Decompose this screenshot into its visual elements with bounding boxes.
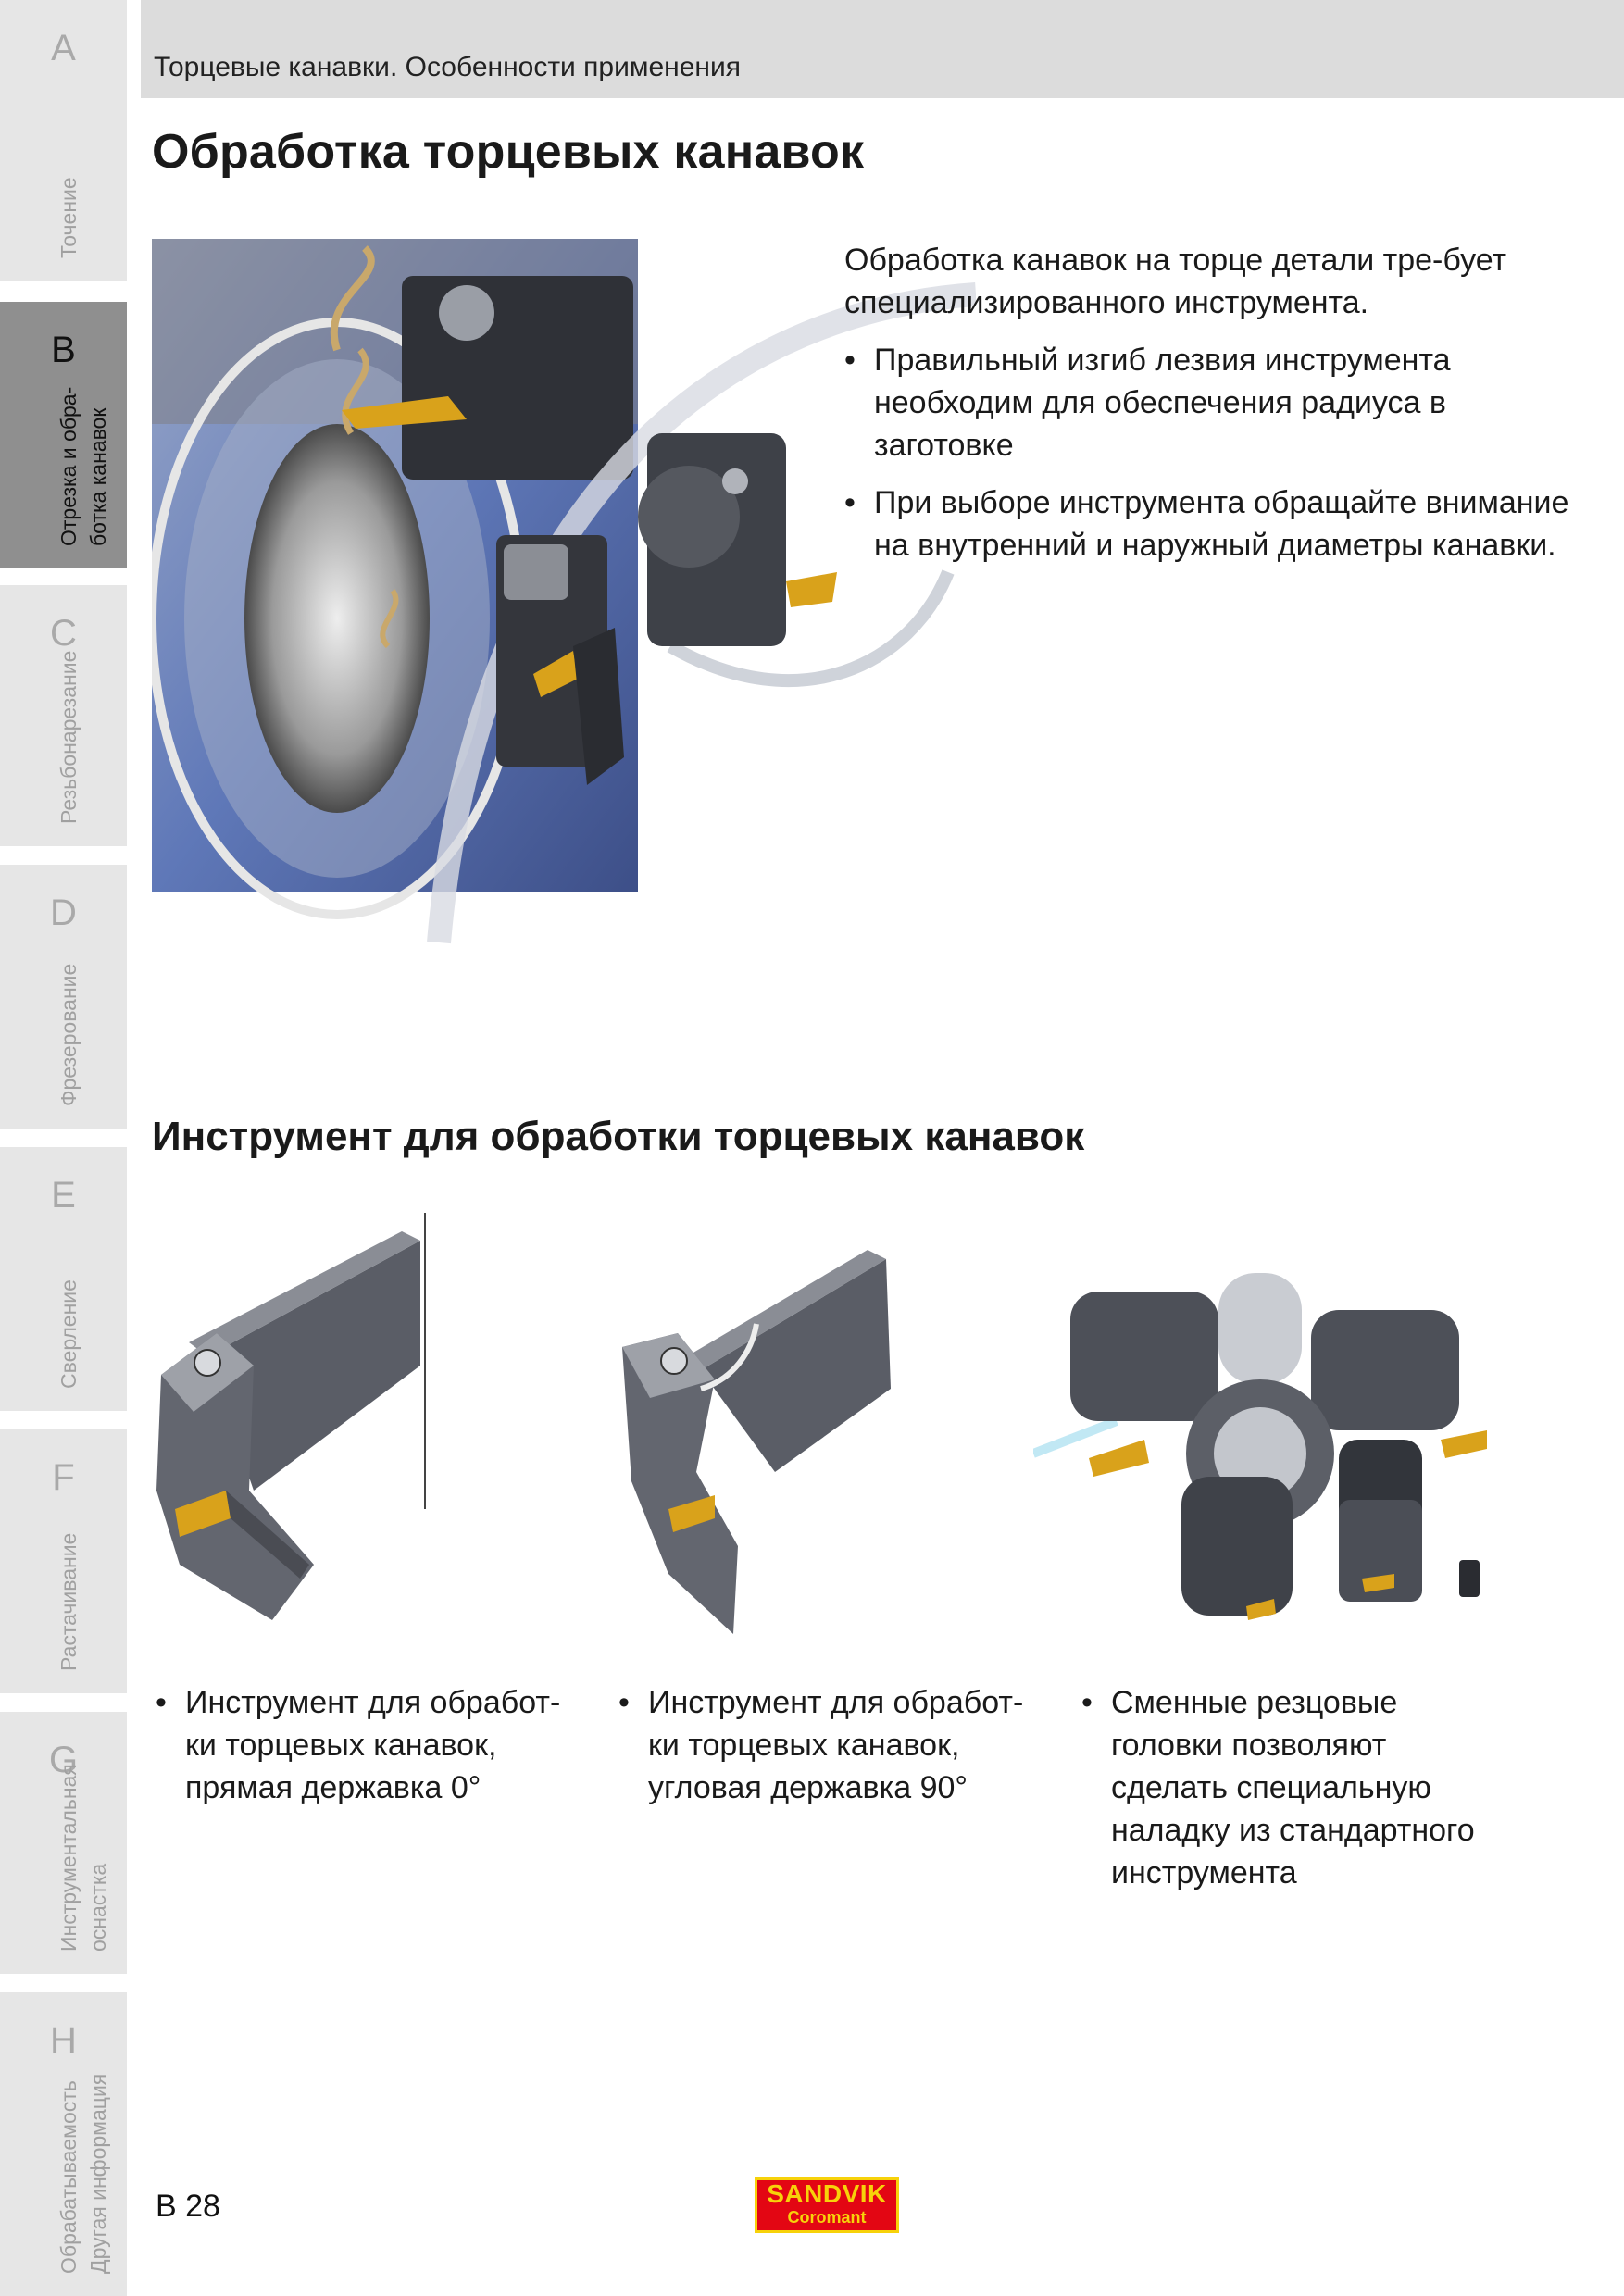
- tab-d[interactable]: [0, 865, 127, 1129]
- tab-g[interactable]: [0, 1712, 127, 1974]
- bullet-dot: •: [844, 343, 856, 378]
- caption-angled-holder: [618, 1681, 1054, 1824]
- bullet-dot: •: [618, 1685, 630, 1720]
- tab-c[interactable]: [0, 585, 127, 846]
- caption-bullet: • Сменные резцовые головки позволяют сделать специальную наладку из стандартного инструмента: [1081, 1681, 1498, 1894]
- tab-letter: B: [51, 330, 76, 370]
- tab-h[interactable]: [0, 1992, 127, 2296]
- angled-holder-tool-illustration: [613, 1241, 900, 1639]
- caption-straight-holder: [156, 1681, 591, 1824]
- bullet-dot: •: [844, 485, 856, 520]
- tab-label: Сверление: [56, 1279, 81, 1389]
- tab-letter: H: [50, 2020, 77, 2061]
- tab-a[interactable]: [0, 0, 127, 281]
- tab-label: Точение: [56, 177, 81, 258]
- tab-label: Инструментальная оснастка: [56, 1764, 110, 1952]
- logo-line2: Coromant: [787, 2208, 867, 2227]
- tab-letter: F: [52, 1457, 75, 1498]
- tab-letter: D: [50, 892, 77, 933]
- bullet-dot: •: [1081, 1685, 1093, 1720]
- caption-cutting-heads: [1081, 1681, 1498, 1909]
- intro-paragraph: Обработка канавок на торце детали тре-бует специализированного инструмента.: [844, 243, 1507, 320]
- tab-label: Обрабатываемость Другая информация: [56, 2073, 110, 2274]
- caption-bullet: • Инструмент для обработ-ки торцевых канавок, угловая державка 90°: [618, 1681, 1054, 1809]
- section-title: Инструмент для обработки торцевых канавок: [152, 1114, 1085, 1159]
- sandvik-coromant-logo: [755, 2177, 899, 2233]
- intro-bullet: • Правильный изгиб лезвия инструмента необходим для обеспечения радиуса в заготовке: [844, 339, 1594, 467]
- tab-e[interactable]: [0, 1147, 127, 1411]
- page-number: B 28: [156, 2189, 220, 2224]
- tab-label: Резьбонарезание: [56, 650, 81, 824]
- tab-f[interactable]: [0, 1429, 127, 1693]
- intro-text: [844, 239, 1594, 581]
- chapter-tabs: [0, 0, 127, 2296]
- tab-letter: E: [51, 1175, 76, 1216]
- caption-bullet: • Инструмент для обработ-ки торцевых канавок, прямая державка 0°: [156, 1681, 591, 1809]
- intro-bullet: • При выборе инструмента обращайте внимание на внутренний и наружный диаметры канавки.: [844, 481, 1594, 567]
- bullet-dot: •: [156, 1685, 167, 1720]
- logo-line1: SANDVIK: [767, 2179, 887, 2208]
- tab-letter: A: [51, 28, 76, 69]
- straight-holder-tool-illustration: [152, 1213, 439, 1639]
- tab-letter: G: [48, 1740, 79, 1780]
- exchangeable-cutting-heads-illustration: [1033, 1264, 1496, 1639]
- tab-label: Отрезка и обра- ботка канавок: [56, 386, 110, 546]
- breadcrumb: Торцевые канавки. Особенности применения: [154, 52, 741, 82]
- tab-letter: C: [50, 613, 77, 654]
- page-title: Обработка торцевых канавок: [152, 125, 865, 179]
- tab-b[interactable]: [0, 302, 127, 568]
- tab-label: Растачивание: [56, 1532, 81, 1671]
- header-band: [141, 0, 1624, 98]
- tab-label: Фрезерование: [56, 963, 81, 1106]
